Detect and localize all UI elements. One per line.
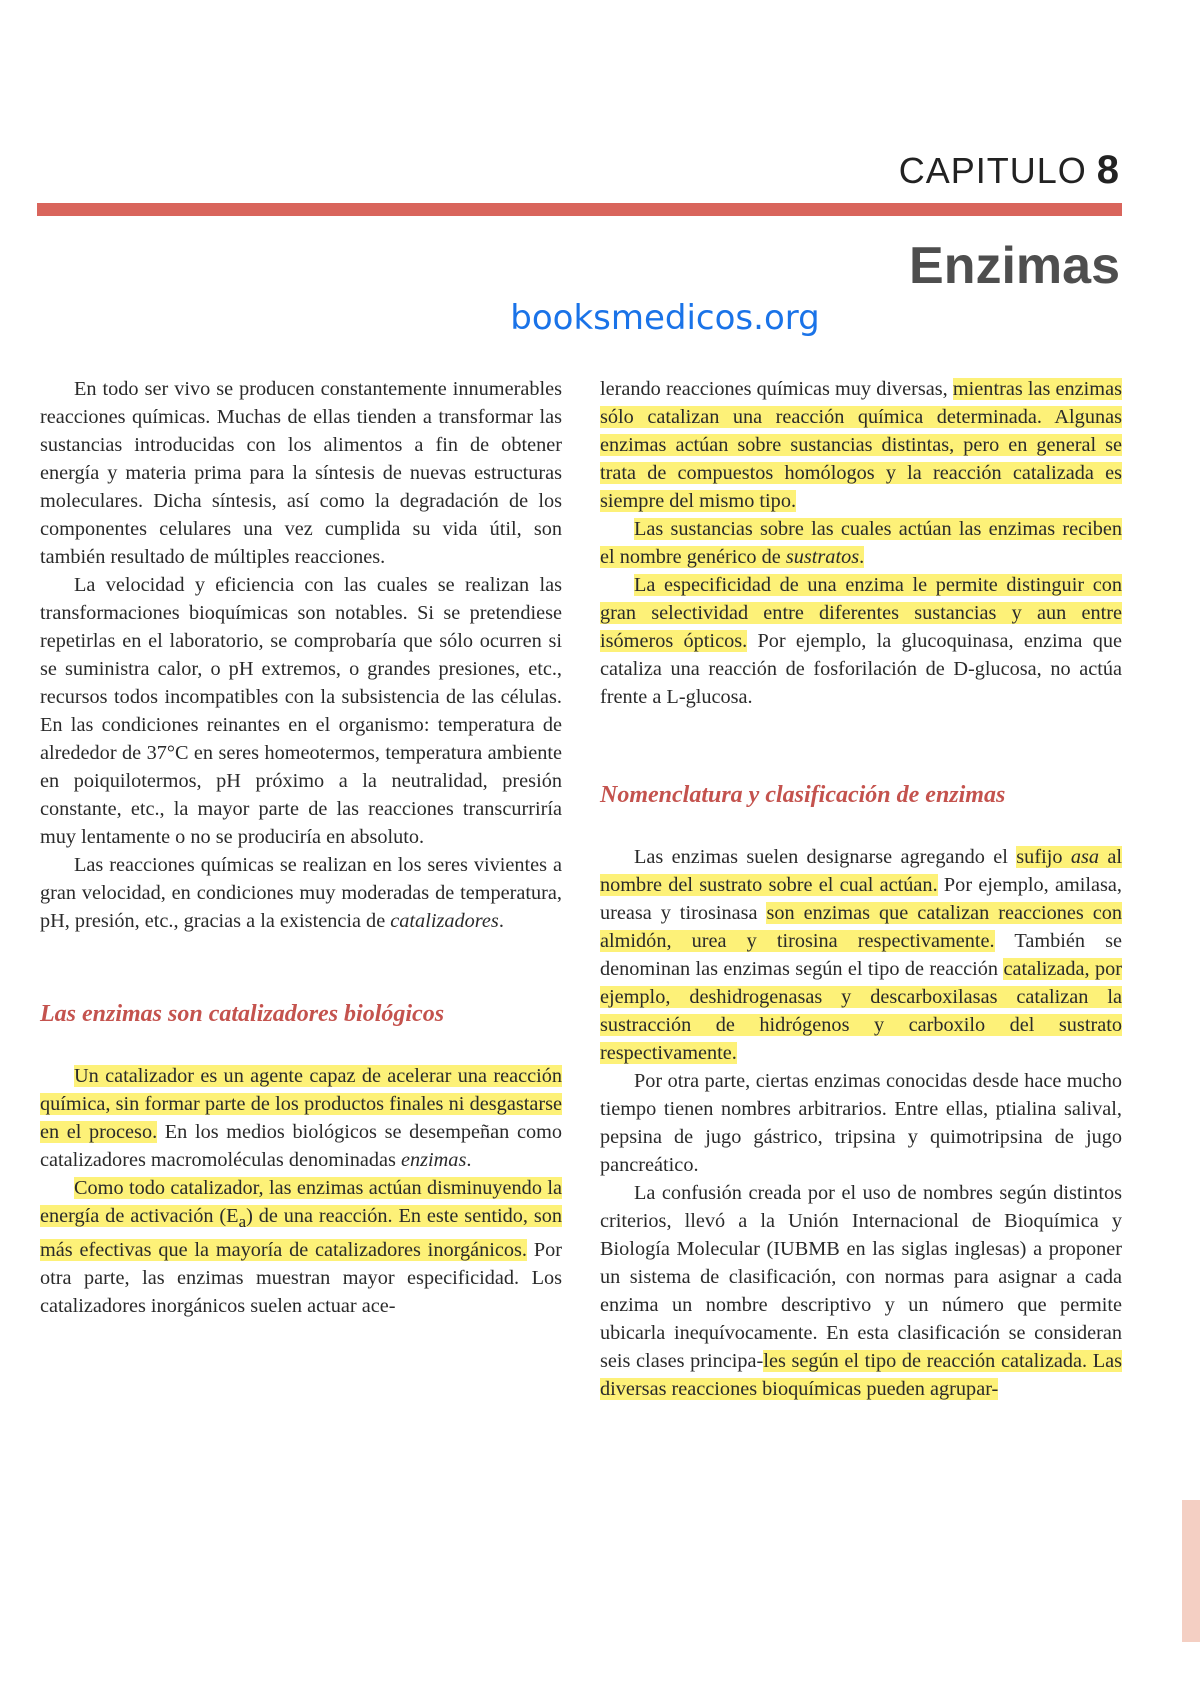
emphasis: catalizadores — [390, 910, 499, 932]
highlighted-text-part: sufijo — [1016, 846, 1063, 868]
paragraph: Un catalizador es un agente capaz de acelerar una reacción química, sin formar parte de los productos finales ni desgastarse en el proceso. En los medios biológicos se desempeñan como catalizadores macromoléculas denominadas enzimas. — [40, 1065, 562, 1171]
paragraph-text: Las reacciones químicas se realizan en los seres vivientes a gran velocidad, en condiciones muy moderadas de temperatura, pH, presión, etc., gracias a la existencia de — [40, 854, 562, 932]
chapter-label — [899, 148, 1120, 193]
paragraph-text: Por ejemplo, amilasa, ureasa y tirosinasa — [600, 874, 1122, 924]
highlighted-text — [40, 1177, 562, 1261]
chapter-number: 8 — [1096, 148, 1120, 192]
paragraph-text: También se denominan las enzimas según el tipo de reacción — [600, 930, 1122, 980]
page-title: Enzimas — [909, 237, 1120, 295]
section-heading: Nomenclatura y clasificación de enzimas — [600, 782, 1006, 808]
subscript: a — [238, 1212, 247, 1232]
chapter-rule — [37, 203, 1122, 216]
paragraph: Por otra parte, ciertas enzimas conocidas desde hace mucho tiempo tienen nombres arbitrarios. Entre ellas, ptialina salival, pepsina de jugo gástrico, tripsina y quimotripsina de jugo pancreático. — [600, 1070, 1122, 1176]
paragraph — [600, 1179, 1122, 1403]
highlighted-text-part: ) de una reacción. En este sentido, son más efectivas que la mayoría de catalizadores inorgánicos. — [40, 1205, 563, 1262]
paragraph — [40, 1174, 562, 1320]
paragraph-text: lerando reacciones químicas muy diversas, — [600, 378, 948, 400]
right-column — [600, 375, 1122, 1403]
highlighted-text-part: Como todo catalizador, las enzimas actúan disminuyendo la energía de activación (E — [40, 1177, 562, 1227]
highlighted-text: Un catalizador es un agente capaz de acelerar una reacción química, sin formar parte de los productos finales ni desgastarse en el proceso. — [40, 1065, 562, 1143]
watermark-link[interactable]: booksmedicos.org — [510, 298, 820, 338]
paragraph-text: Las enzimas suelen designarse agregando el — [634, 846, 1008, 868]
page-edge-tab — [1182, 1500, 1200, 1642]
left-column — [40, 375, 562, 1320]
section-heading: Las enzimas son catalizadores biológicos — [40, 1001, 445, 1027]
paragraph — [600, 515, 1122, 571]
highlighted-text: La especificidad de una enzima le permite distinguir con gran selectividad entre diferentes sustancias y aun entre isómeros ópticos. — [600, 574, 1122, 652]
highlighted-text: mientras las enzimas sólo catalizan una reacción química determinada. Algunas enzimas actúan sobre sustancias distintas, pero en general se trata de compuestos homólogos y la reacción catalizada es siempre del mismo tipo. — [600, 378, 1122, 512]
paragraph-text: La confusión creada por el uso de nombres según distintos criterios, llevó a la Unión Internacional de Bioquímica y Biología Molecular (IUBMB en las siglas inglesas) a proponer un sistema de clasificación, con normas para asignar a cada enzima un nombre descriptivo y un número que permite ubicarla inequívocamente. En esta clasificación se consideran seis clases principa- — [600, 1182, 1122, 1372]
emphasis: asa — [1070, 846, 1100, 868]
chapter-word: CAPITULO — [898, 150, 1087, 191]
paragraph — [600, 375, 1122, 515]
highlighted-text-part: Las sustancias sobre las cuales actúan las enzimas reciben el nombre genérico de — [600, 518, 1122, 568]
highlighted-text: Las sustancias sobre las cuales actúan las enzimas reciben el nombre genérico de sustratos. — [600, 518, 1122, 568]
paragraph — [600, 571, 1122, 711]
emphasis: enzimas — [400, 1149, 467, 1171]
paragraph: Las reacciones químicas se realizan en los seres vivientes a gran velocidad, en condiciones muy moderadas de temperatura, pH, presión, etc., gracias a la existencia de catalizadores. — [40, 854, 562, 932]
highlighted-text: catalizada, por ejemplo, deshidrogenasas y descarboxilasas catalizan la sustracción de hidrógenos y carboxilo del sustrato respectivamente. — [600, 958, 1122, 1064]
paragraph — [600, 843, 1122, 1067]
highlighted-text-part: al nombre del sustrato sobre el cual actúan. — [600, 846, 1122, 896]
paragraph-text: En los medios biológicos se desempeñan como catalizadores macromoléculas denominadas — [40, 1121, 562, 1171]
emphasis: sustratos — [785, 546, 860, 568]
paragraph-text: Por otra parte, las enzimas muestran mayor especificidad. Los catalizadores inorgánicos suelen actuar ace- — [40, 1239, 563, 1318]
highlighted-text: son enzimas que catalizan reacciones con almidón, urea y tirosina respectivamente. — [600, 902, 1122, 952]
highlighted-text: les según el tipo de reacción catalizada. Las diversas reacciones bioquímicas pueden agrupar- — [600, 1350, 1122, 1400]
paragraph: La velocidad y eficiencia con las cuales se realizan las transformaciones bioquímicas son notables. Si se pretendiese repetirlas en el laboratorio, se comprobaría que sólo ocurren si se suministra calor, o pH extremos, o grandes presiones, etc., recursos todos incompatibles con la subsistencia de las células. En las condiciones reinantes en el organismo: temperatura de alrededor de 37°C en seres homeotermos, temperatura ambiente en poiquilotermos, pH próximo a la neutralidad, presión constante, etc., la mayor parte de las reacciones transcurriría muy lentamente o no se produciría en absoluto. — [40, 574, 562, 848]
paragraph: En todo ser vivo se producen constantemente innumerables reacciones químicas. Muchas de ellas tienden a transformar las sustancias introducidas con los alimentos a fin de obtener energía y materia prima para la síntesis de nuevas estructuras moleculares. Dicha síntesis, así como la degradación de los componentes celulares una vez cumplida su vida útil, son también resultado de múltiples reacciones. — [40, 378, 562, 568]
paragraph-text: Por ejemplo, la glucoquinasa, enzima que cataliza una reacción de fosforilación de D-glucosa, no actúa frente a L-glucosa. — [600, 630, 1122, 708]
